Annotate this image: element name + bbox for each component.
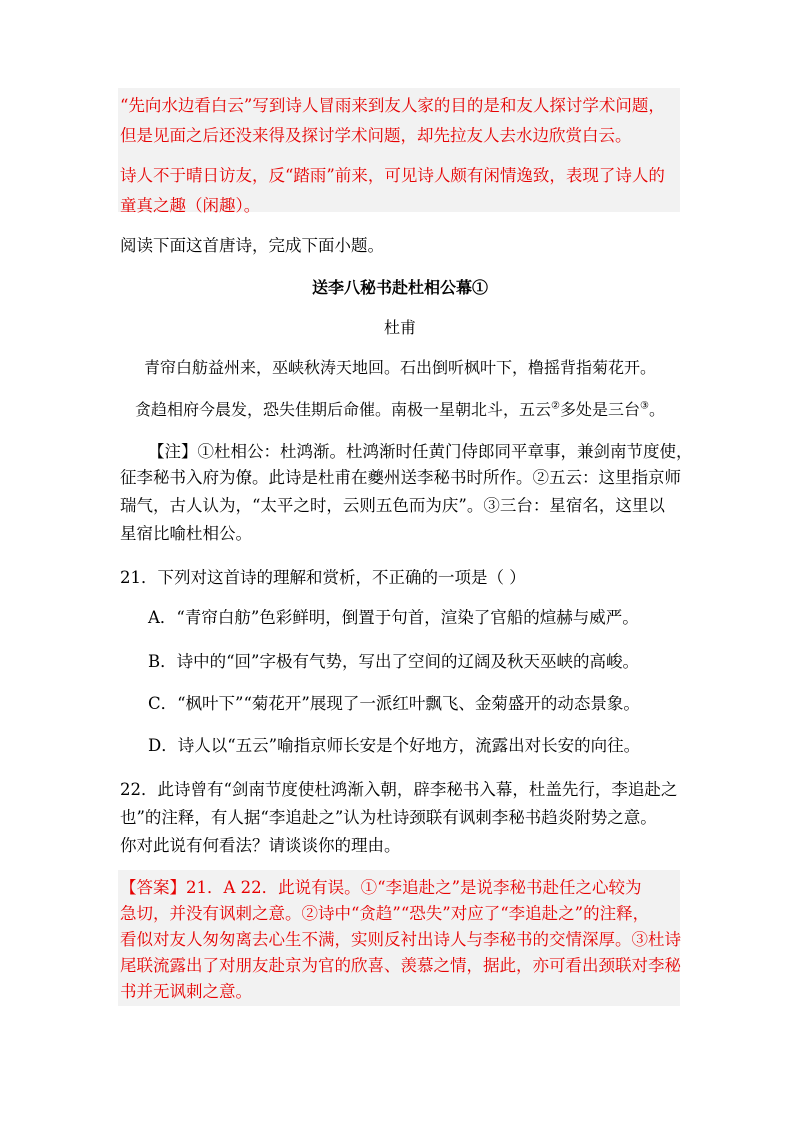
answer-2-line-2: 急切，并没有讽刺之意。②诗中“贪趋”“恐失”对应了“李追赴之”的注释， bbox=[120, 904, 650, 923]
answer-1-line-1: “先向水边看白云”写到诗人冒雨来到友人家的目的是和友人探讨学术问题， bbox=[120, 96, 665, 115]
question-22-line-2: 也”的注释，有人据“李追赴之”认为杜诗颈联有讽刺李秘书趋炎附势之意。 bbox=[120, 808, 657, 827]
note-line-4: 星宿比喻杜相公。 bbox=[120, 524, 252, 543]
answer-2-line-3: 看似对友人匆匆离去心生不满，实则反衬出诗人与李秘书的交情深厚。③杜诗 bbox=[120, 930, 681, 949]
poem-title: 送李八秘书赴杜相公幕① bbox=[311, 278, 488, 297]
question-21-stem: 21．下列对这首诗的理解和赏析，不正确的一项是（ ） bbox=[120, 568, 526, 587]
question-22-line-3: 你对此说有何看法？请谈谈你的理由。 bbox=[120, 836, 401, 855]
note-line-3: 瑞气，古人认为，“太平之时，云则五色而为庆”。③三台：星宿名，这里以 bbox=[120, 496, 665, 515]
poem-line-2-part-b: 多处是三台 bbox=[559, 400, 640, 419]
question-22-line-1: 22．此诗曾有“剑南节度使杜鸿渐入朝，辟李秘书入幕，杜盖先行，李追赴之 bbox=[120, 780, 678, 799]
question-21-option-a: A．“青帘白舫”色彩鲜明，倒置于句首，渲染了官船的煊赫与威严。 bbox=[148, 608, 639, 627]
poem-line-1: 青帘白舫益州来，巫峡秋涛天地回。石出倒听枫叶下，橹摇背指菊花开。 bbox=[143, 358, 656, 377]
footnote-mark-2: ② bbox=[551, 400, 560, 412]
poem-line-2-part-c: 。 bbox=[648, 400, 665, 419]
footnote-mark-3: ③ bbox=[640, 400, 649, 412]
answer-2-line-4: 尾联流露出了对朋友赴京为官的欣喜、羡慕之情，据此，亦可看出颈联对李秘 bbox=[120, 956, 681, 975]
poem-line-2-part-a: 贪趋相府今晨发，恐失佳期后命催。南极一星朝北斗，五云 bbox=[135, 400, 552, 419]
note-line-2: 征李秘书入府为僚。此诗是杜甫在夔州送李秘书时所作。②五云：这里指京师 bbox=[120, 468, 681, 487]
note-line-1: 【注】①杜相公：杜鸿渐。杜鸿渐时任黄门侍郎同平章事，兼剑南节度使， bbox=[148, 442, 693, 461]
question-21-option-d: D．诗人以“五云”喻指京师长安是个好地方，流露出对长安的向往。 bbox=[148, 736, 641, 755]
answer-2-line-1: 【答案】21．A 22．此说有误。①“李追赴之”是说李秘书赴任之心较为 bbox=[120, 878, 642, 897]
answer-1-line-3: 诗人不于晴日访友，反“踏雨”前来，可见诗人颇有闲情逸致，表现了诗人的 bbox=[120, 166, 665, 185]
question-21-option-c: C．“枫叶下”“菊花开”展现了一派红叶飘飞、金菊盛开的动态景象。 bbox=[148, 694, 640, 713]
answer-1-line-2: 但是见面之后还没来得及探讨学术问题，却先拉友人去水边欣赏白云。 bbox=[120, 126, 632, 145]
answer-2-line-5: 书并无讽刺之意。 bbox=[120, 982, 252, 1001]
poem-author: 杜甫 bbox=[383, 318, 416, 337]
reading-instruction: 阅读下面这首唐诗，完成下面小题。 bbox=[120, 236, 384, 255]
answer-1-line-4: 童真之趣（闲趣）。 bbox=[120, 196, 261, 215]
poem-line-2 bbox=[0, 398, 800, 422]
question-21-option-b: B．诗中的“回”字极有气势，写出了空间的辽阔及秋天巫峡的高峻。 bbox=[148, 652, 639, 671]
